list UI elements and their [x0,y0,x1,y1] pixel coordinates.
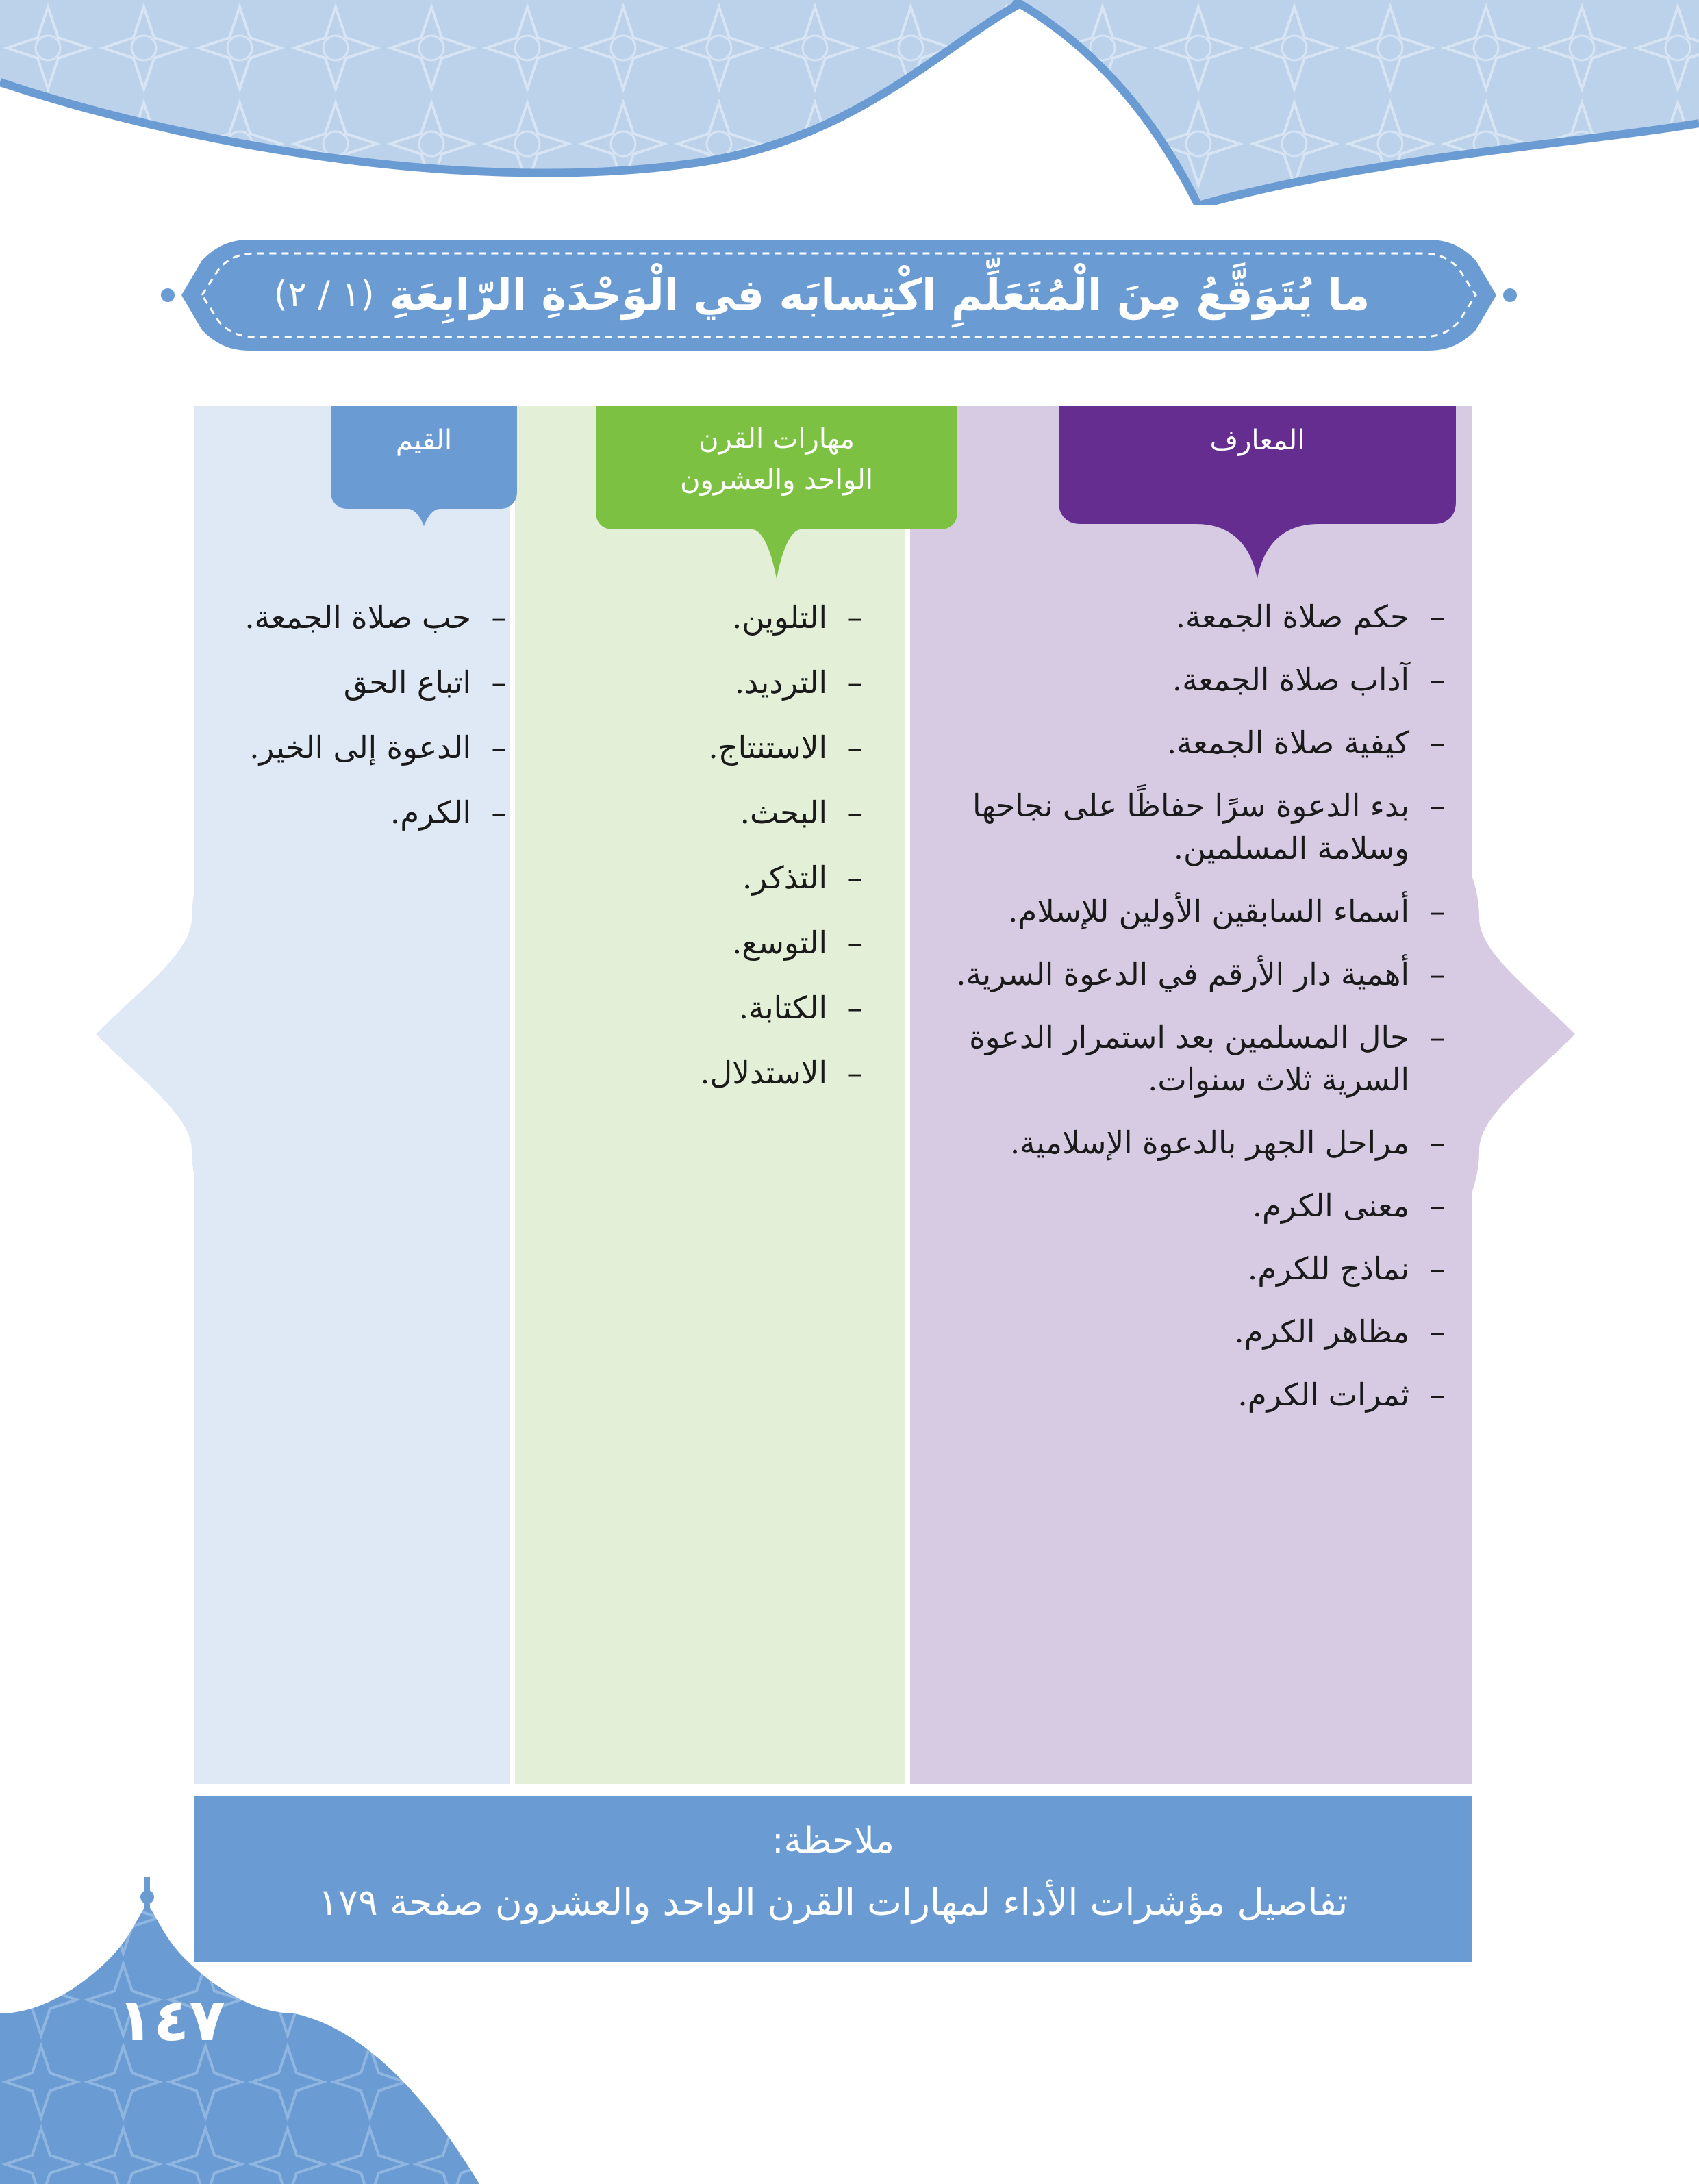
list-item: – اتباع الحق [205,661,507,705]
list-item: – أهمية دار الأرقم في الدعوة السرية. [928,953,1445,996]
list-item: – التذكر. [616,856,863,900]
list-item: – ثمرات الكرم. [928,1374,1445,1416]
list-item: – التوسع. [616,921,863,965]
values-header-label: القيم [395,425,453,456]
list-item: – بدء الدعوة سرًا حفاظًا على نجاحها وسلامة المسلمين. [928,785,1445,870]
values-header-tab [331,406,517,526]
skills-header-line1: مهارات القرن [699,423,855,455]
list-item: – حب صلاة الجمعة. [205,596,507,640]
list-item: – حكم صلاة الجمعة. [928,596,1445,638]
page-title [205,253,1438,336]
note-title: ملاحظة: [771,1820,895,1861]
list-item: – التلوين. [616,596,863,640]
knowledge-header-label: المعارف [1209,425,1305,456]
list-item: – الدعوة إلى الخير. [205,726,507,770]
list-item: – آداب صلاة الجمعة. [928,659,1445,701]
list-item: – معنى الكرم. [928,1185,1445,1227]
knowledge-header-tab [1059,406,1456,579]
skills-header-line2: الواحد والعشرون [680,464,873,496]
knowledge-list [928,596,1445,1437]
list-item: – البحث. [616,791,863,835]
values-list [205,596,507,856]
note-body: تفاصيل مؤشرات الأداء لمهارات القرن الواحد والعشرون صفحة ١٧٩ [318,1881,1348,1924]
page-number: ١٤٧ [117,1986,225,2055]
list-item: – الكرم. [205,791,507,835]
skills-header-tab [596,406,957,579]
title-part-number: (١ / ٢) [273,274,375,315]
list-item: – حال المسلمين بعد استمرار الدعوة السرية ثلاث سنوات. [928,1016,1445,1101]
top-decorative-band [0,0,1699,205]
list-item: – الترديد. [616,661,863,705]
list-item: – الكتابة. [616,986,863,1030]
skills-list [616,596,863,1116]
skills-header-label [596,418,957,501]
list-item: – مراحل الجهر بالدعوة الإسلامية. [928,1122,1445,1164]
list-item: – كيفية صلاة الجمعة. [928,722,1445,764]
list-item: – أسماء السابقين الأولين للإسلام. [928,890,1445,933]
list-item: – نماذج للكرم. [928,1248,1445,1290]
list-item: – الاستدلال. [616,1051,863,1095]
title-main: ما يُتَوَقَّعُ مِنَ الْمُتَعَلِّمِ اكْتِسابَه في الْوَحْدَةِ الرّابِعَةِ [389,269,1370,320]
list-item: – مظاهر الكرم. [928,1311,1445,1353]
list-item: – الاستنتاج. [616,726,863,770]
